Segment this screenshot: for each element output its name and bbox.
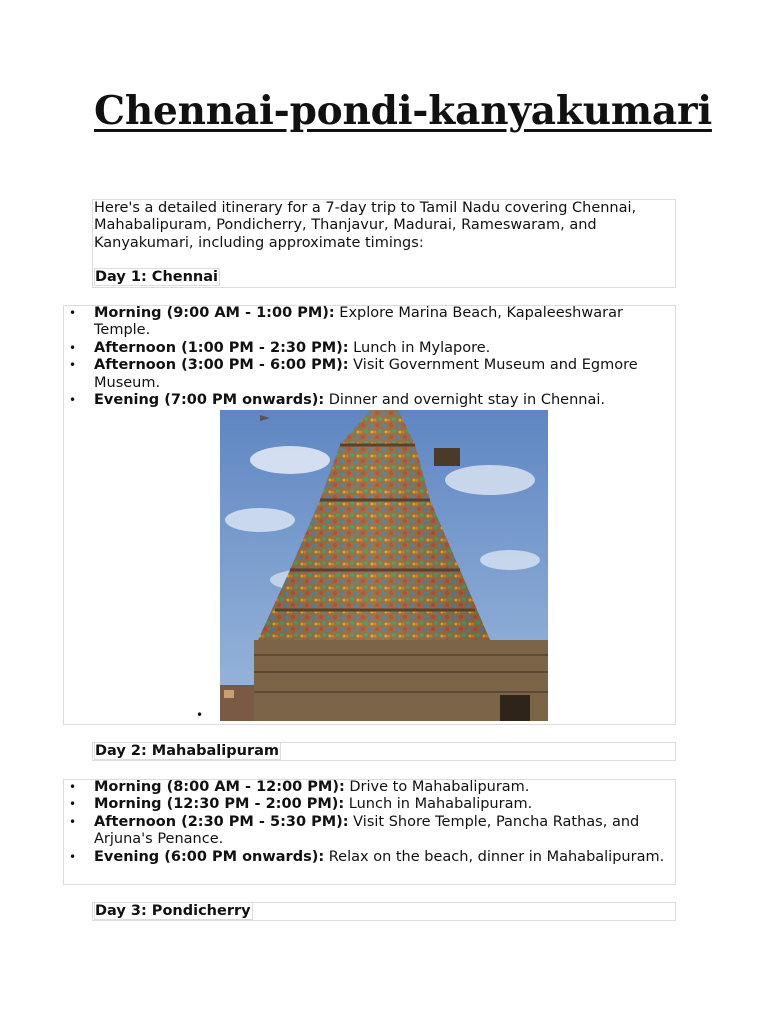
day-1-heading: Day 1: Chennai — [95, 269, 219, 286]
list-item: • Evening (7:00 PM onwards): Dinner and overnight stay in Chennai. — [94, 392, 676, 409]
temple-gopuram-illustration — [220, 410, 548, 721]
day-2-list — [94, 779, 676, 866]
document-title: Chennai-pondi-kanyakumari — [94, 88, 712, 134]
list-item: • Afternoon (3:00 PM - 6:00 PM): Visit Government Museum and Egmore Museum. — [94, 357, 676, 392]
intro-section — [94, 200, 676, 287]
day-3-heading: Day 3: Pondicherry — [95, 903, 251, 919]
list-item: • Morning (12:30 PM - 2:00 PM): Lunch in Mahabalipuram. — [94, 796, 676, 813]
temple-gopuram-image — [220, 410, 548, 721]
list-item: • Morning (8:00 AM - 12:00 PM): Drive to Mahabalipuram. — [94, 779, 676, 796]
day-2-heading: Day 2: Mahabalipuram — [95, 743, 279, 759]
list-item: • Afternoon (2:30 PM - 5:30 PM): Visit Shore Temple, Pancha Rathas, and Arjuna's Penance. — [94, 814, 676, 849]
intro-paragraph: Here's a detailed itinerary for a 7-day trip to Tamil Nadu covering Chennai, Mahabalipuram, Pondicherry, Thanjavur, Madurai, Rameswaram, and Kanyakumari, including approximate timings: — [94, 200, 637, 251]
day-1-list — [94, 305, 676, 409]
list-item: • Morning (9:00 AM - 1:00 PM): Explore Marina Beach, Kapaleeshwarar Temple. — [94, 305, 676, 340]
list-item: • Evening (6:00 PM onwards): Relax on the beach, dinner in Mahabalipuram. — [94, 849, 676, 866]
list-item: • Afternoon (1:00 PM - 2:30 PM): Lunch in Mylapore. — [94, 340, 676, 357]
empty-bullet: • — [196, 708, 204, 722]
